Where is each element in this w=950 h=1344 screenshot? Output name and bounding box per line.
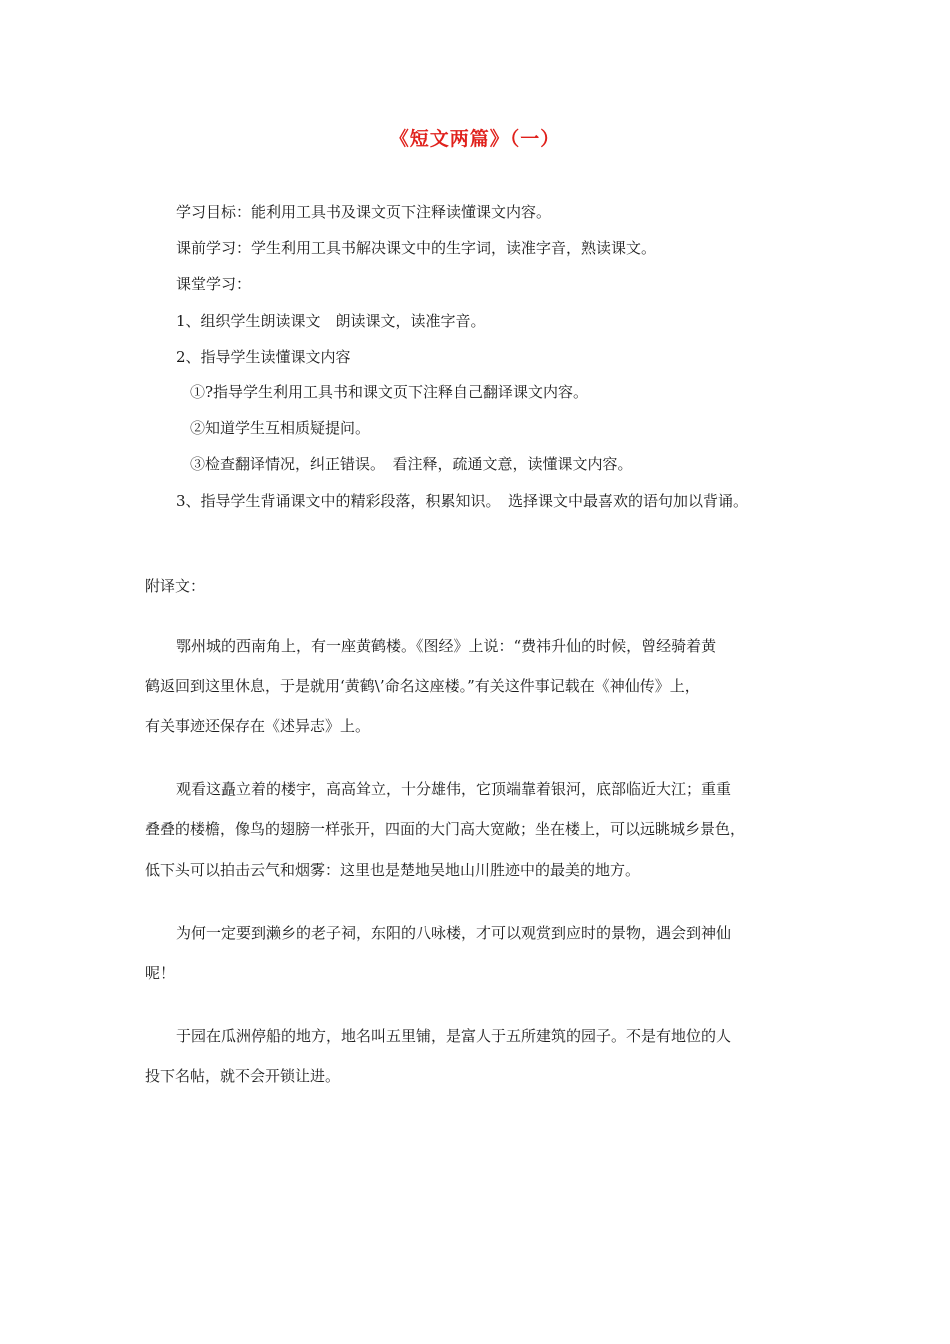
step-3: 3、指导学生背诵课文中的精彩段落，积累知识。 选择课文中最喜欢的语句加以背诵。 <box>176 492 749 510</box>
study-goal: 学习目标：能利用工具书及课文页下注释读懂课文内容。 <box>176 203 552 221</box>
paragraph-1-line-3: 有关事迹还保存在《述异志》上。 <box>145 717 371 735</box>
paragraph-4-line-1: 于园在瓜洲停船的地方，地名叫五里铺，是富人于五所建筑的园子。不是有地位的人 <box>176 1027 732 1045</box>
document-title: 《短文两篇》（一） <box>389 128 561 150</box>
paragraph-3-line-1: 为何一定要到濑乡的老子祠，东阳的八咏楼，才可以观赏到应时的景物，遇会到神仙 <box>176 924 732 942</box>
paragraph-2-line-2: 叠叠的楼檐，像鸟的翅膀一样张开，四面的大门高大宽敞；坐在楼上，可以远眺城乡景色， <box>145 820 746 838</box>
paragraph-1-line-2: 鹤返回到这里休息，于是就用‘黄鹤\’命名这座楼。”有关这件事记载在《神仙传》上， <box>145 677 700 695</box>
sub-step-2: ②知道学生互相质疑提问。 <box>190 419 371 437</box>
sub-step-3: ③检查翻译情况，纠正错误。 看注释，疏通文意，读懂课文内容。 <box>190 455 633 473</box>
paragraph-2-line-3: 低下头可以拍击云气和烟雾：这里也是楚地吴地山川胜迹中的最美的地方。 <box>145 861 641 879</box>
paragraph-2-line-1: 观看这矗立着的楼宇，高高耸立，十分雄伟，它顶端靠着银河，底部临近大江；重重 <box>176 780 732 798</box>
inclass-study-heading: 课堂学习： <box>176 275 252 293</box>
translation-heading: 附译文： <box>145 577 206 595</box>
preclass-study: 课前学习：学生利用工具书解决课文中的生字词，读准字音，熟读课文。 <box>176 239 657 257</box>
paragraph-3-line-2: 呢！ <box>145 964 176 982</box>
step-2: 2、指导学生读懂课文内容 <box>176 348 351 366</box>
step-1: 1、组织学生朗读课文 朗读课文，读准字音。 <box>176 312 486 330</box>
sub-step-1: ①?指导学生利用工具书和课文页下注释自己翻译课文内容。 <box>190 383 589 401</box>
paragraph-4-line-2: 投下名帖，就不会开锁让进。 <box>145 1067 341 1085</box>
paragraph-1-line-1: 鄂州城的西南角上，有一座黄鹤楼。《图经》上说：“费祎升仙的时候，曾经骑着黄 <box>176 637 717 655</box>
